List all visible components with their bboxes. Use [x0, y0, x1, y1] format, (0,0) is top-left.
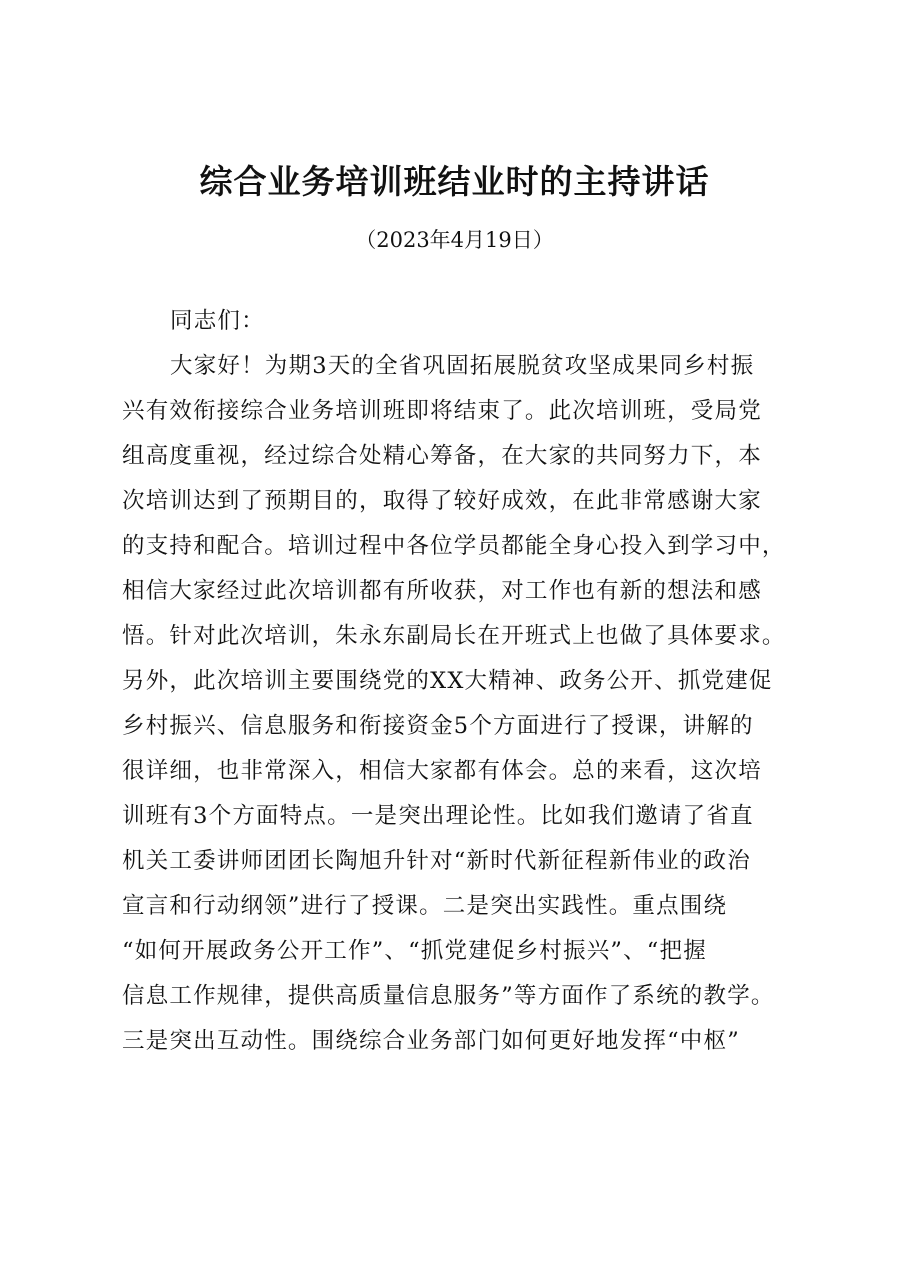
document-date: （2023年4月19日） — [355, 228, 554, 252]
body-line: 相信大家经过此次培训都有所收获，对工作也有新的想法和感 — [122, 578, 762, 604]
body-line: 很详细，也非常深入，相信大家都有体会。总的来看，这次培 — [122, 758, 762, 784]
body-line: 机关工委讲师团团长陶旭升针对“新时代新征程新伟业的政治 — [122, 848, 751, 874]
body-line: 三是突出互动性。围绕综合业务部门如何更好地发挥“中枢” — [122, 1028, 740, 1054]
body-line: 信息工作规律，提供高质量信息服务”等方面作了系统的教学。 — [122, 983, 775, 1009]
body-line: 乡村振兴、信息服务和衔接资金5个方面进行了授课，讲解的 — [122, 713, 754, 739]
body-line: 宣言和行动纲领”进行了授课。二是突出实践性。重点围绕 — [122, 893, 728, 919]
document-title: 综合业务培训班结业时的主持讲话 — [199, 162, 710, 201]
body-line: 另外，此次培训主要围绕党的XX大精神、政务公开、抓党建促 — [122, 668, 773, 694]
body-line: 悟。针对此次培训，朱永东副局长在开班式上也做了具体要求。 — [122, 623, 786, 649]
salutation: 同志们： — [170, 308, 265, 334]
body-line: 训班有3个方面特点。一是突出理论性。比如我们邀请了省直 — [122, 803, 754, 829]
body-line: 兴有效衔接综合业务培训班即将结束了。此次培训班，受局党 — [122, 398, 762, 424]
body-line: 次培训达到了预期目的，取得了较好成效，在此非常感谢大家 — [122, 488, 762, 514]
body-line: “如何开展政务公开工作”、“抓党建促乡村振兴”、“把握 — [122, 938, 707, 964]
body-line: 的支持和配合。培训过程中各位学员都能全身心投入到学习中， — [122, 533, 786, 559]
body-line: 组高度重视，经过综合处精心筹备，在大家的共同努力下，本 — [122, 443, 762, 469]
body-line: 大家好！为期3天的全省巩固拓展脱贫攻坚成果同乡村振 — [170, 353, 755, 379]
